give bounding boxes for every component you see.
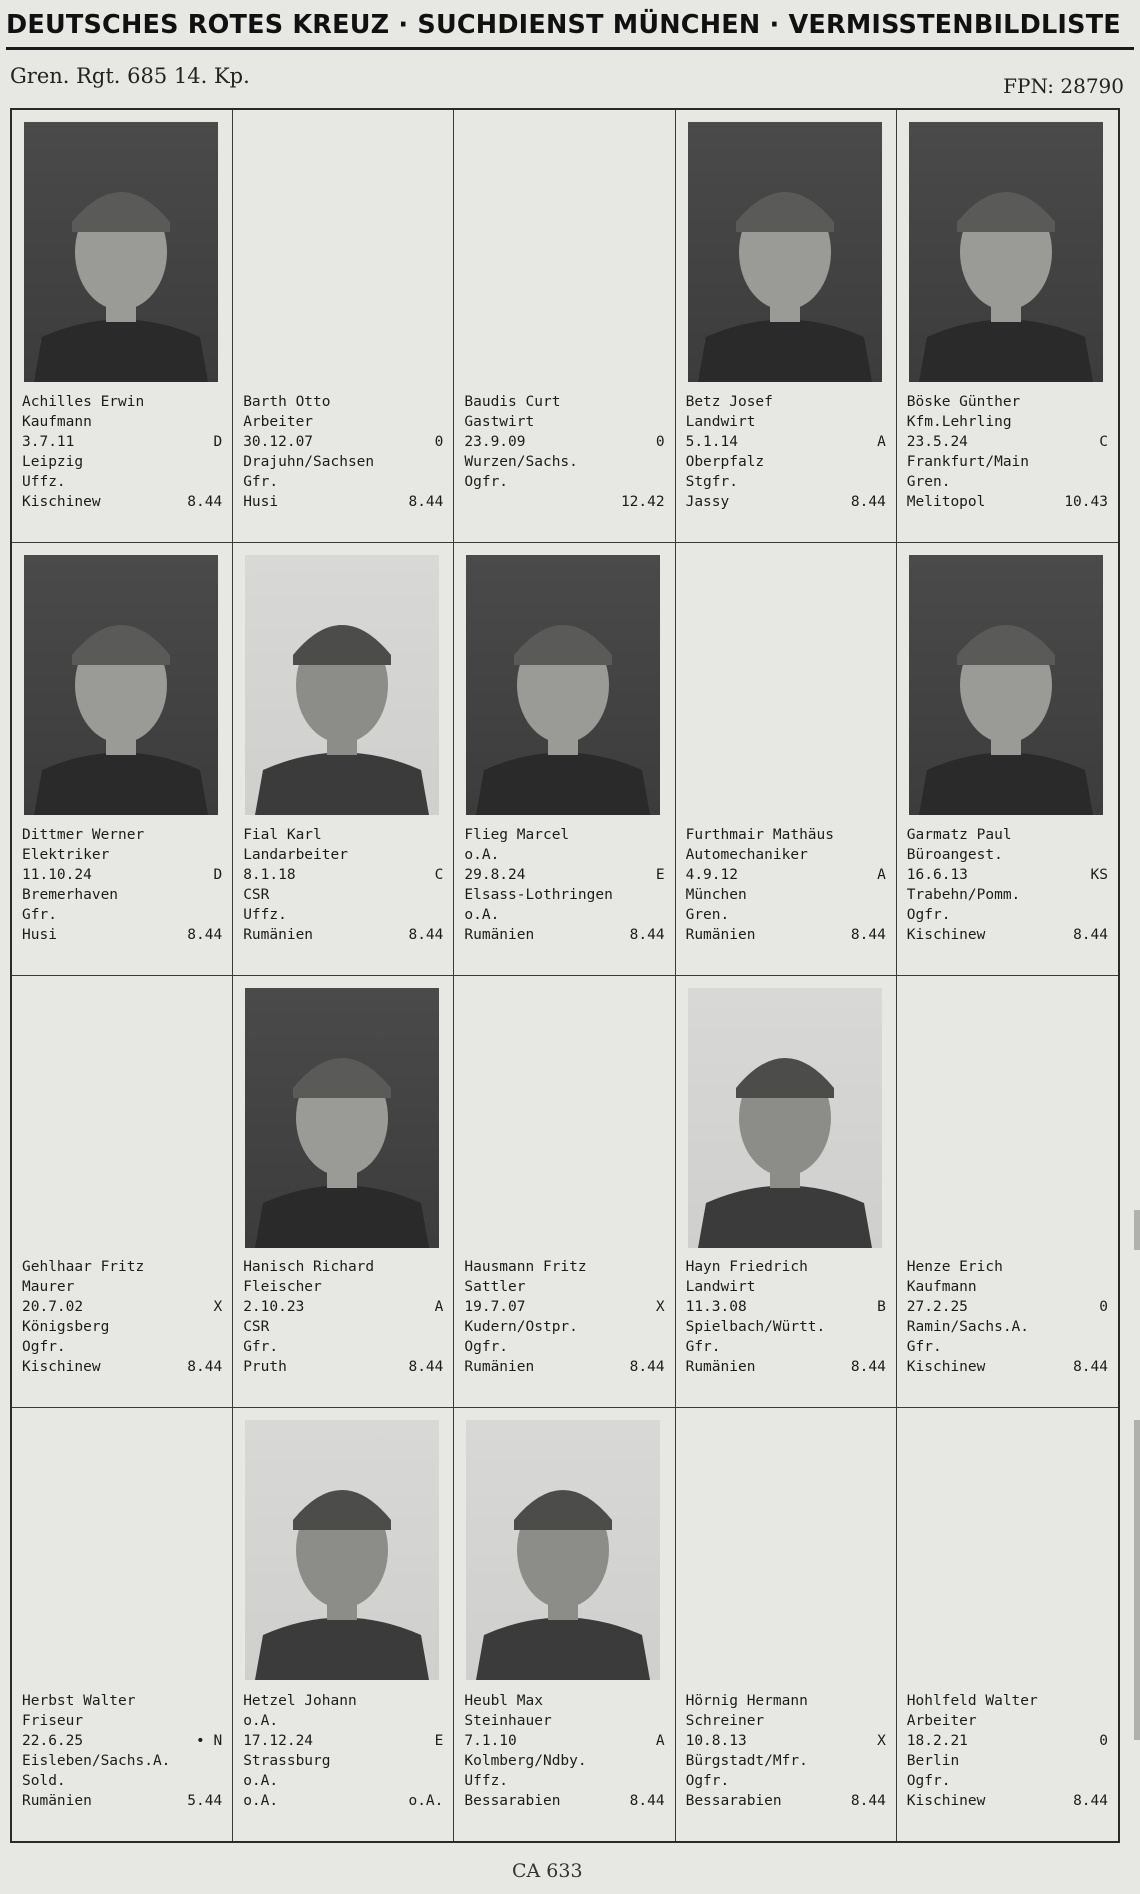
- last-date: 12.42: [620, 493, 665, 510]
- person-name: Heubl Max: [464, 1693, 543, 1709]
- person-name: Hörnig Hermann: [685, 1693, 808, 1709]
- person-name: Furthmair Mathäus: [685, 826, 834, 843]
- person-birthdate: 29.8.24: [464, 866, 526, 883]
- last-date: 8.44: [408, 926, 444, 943]
- person-rank: Gren.: [685, 906, 730, 923]
- person-hometown: CSR: [243, 1319, 270, 1336]
- person-hometown: Bürgstadt/Mfr.: [685, 1753, 808, 1769]
- person-code: 0: [655, 433, 665, 450]
- person-rank: Ogfr.: [906, 906, 951, 923]
- person-rank: Gfr.: [685, 1339, 721, 1356]
- portrait-photo: [466, 555, 660, 815]
- portrait-photo: [909, 555, 1103, 815]
- person-occupation: Kaufmann: [906, 1279, 977, 1296]
- person-code: A: [655, 1733, 665, 1749]
- last-date: 8.44: [629, 926, 665, 943]
- person-birthdate: 20.7.02: [22, 1299, 84, 1316]
- header-divider: [6, 47, 1134, 50]
- person-hometown: Strassburg: [243, 1753, 331, 1769]
- person-hometown: Berlin: [906, 1753, 960, 1769]
- person-info: [686, 825, 886, 945]
- person-name: Betz Josef: [685, 393, 773, 410]
- last-location: Jassy: [685, 493, 730, 510]
- person-name: Böske Günther: [906, 393, 1021, 410]
- person-info: [464, 1691, 664, 1811]
- last-date: 8.44: [1073, 926, 1108, 943]
- person-code: D: [213, 866, 223, 883]
- last-location: Rumänien: [464, 1359, 535, 1376]
- portrait-photo: [24, 555, 218, 815]
- person-card: [897, 976, 1118, 1409]
- person-rank: Ogfr.: [685, 1773, 730, 1789]
- person-card: [454, 976, 675, 1409]
- person-card: [12, 110, 233, 543]
- person-birthdate: 18.2.21: [906, 1733, 968, 1749]
- person-info: [907, 392, 1108, 512]
- last-location: Kischinew: [22, 493, 101, 510]
- portrait-photo: [688, 988, 882, 1248]
- person-code: C: [434, 866, 444, 883]
- person-code: A: [877, 866, 886, 883]
- person-card: [233, 543, 454, 976]
- person-card: [12, 976, 233, 1409]
- person-rank: Uffz.: [464, 1773, 509, 1789]
- person-birthdate: 30.12.07: [243, 433, 314, 450]
- edge-mark: [1134, 1420, 1140, 1740]
- person-info: [22, 1257, 222, 1377]
- person-birthdate: 2.10.23: [243, 1299, 305, 1316]
- person-occupation: Fleischer: [243, 1279, 322, 1296]
- last-location: Kischinew: [906, 1793, 986, 1809]
- portrait-photo: [245, 1420, 439, 1680]
- last-date: 8.44: [408, 493, 444, 510]
- last-location: Melitopol: [906, 493, 986, 510]
- person-code: 0: [1099, 1733, 1108, 1749]
- person-occupation: Arbeiter: [243, 413, 314, 430]
- last-location: Husi: [243, 493, 279, 510]
- person-hometown: Kudern/Ostpr.: [464, 1319, 578, 1336]
- person-occupation: Büroangest.: [906, 846, 1003, 863]
- person-hometown: Frankfurt/Main: [906, 453, 1030, 470]
- portrait-photo: [466, 1420, 660, 1680]
- person-card: [676, 976, 897, 1409]
- last-location: Pruth: [243, 1359, 287, 1376]
- last-location: Rumänien: [22, 1793, 92, 1809]
- person-card: [12, 1408, 233, 1841]
- person-hometown: Oberpfalz: [685, 453, 765, 470]
- portrait-photo: [245, 988, 439, 1248]
- last-location: Husi: [22, 926, 57, 943]
- person-rank: Gfr.: [243, 1339, 279, 1356]
- person-card: [233, 110, 454, 543]
- last-location: Rumänien: [464, 926, 535, 943]
- person-occupation: o.A.: [243, 1713, 279, 1729]
- person-name: Baudis Curt: [464, 393, 561, 410]
- person-info: [243, 825, 443, 945]
- person-name: Flieg Marcel: [464, 826, 570, 843]
- person-occupation: Friseur: [22, 1713, 84, 1729]
- edge-mark: [1134, 1210, 1140, 1250]
- last-date: 8.44: [850, 1793, 886, 1809]
- person-card: [676, 543, 897, 976]
- person-occupation: Automechaniker: [685, 846, 808, 863]
- last-location: Bessarabien: [685, 1793, 782, 1809]
- last-date: 8.44: [187, 926, 223, 943]
- last-date: 8.44: [629, 1359, 665, 1376]
- person-code: X: [655, 1299, 665, 1316]
- page-title: DEUTSCHES ROTES KREUZ · SUCHDIENST MÜNCHEN · VERMISSTENBILDLISTE: [6, 10, 1121, 40]
- person-birthdate: 19.7.07: [464, 1299, 526, 1316]
- person-code: A: [434, 1299, 444, 1316]
- person-code: B: [877, 1299, 886, 1316]
- last-location: Kischinew: [906, 926, 986, 943]
- person-hometown: Trabehn/Pomm.: [906, 886, 1021, 903]
- person-name: Hohlfeld Walter: [906, 1693, 1038, 1709]
- person-hometown: Drajuhn/Sachsen: [243, 453, 375, 470]
- person-occupation: Elektriker: [22, 846, 110, 863]
- person-card: [12, 543, 233, 976]
- person-info: [907, 1257, 1108, 1377]
- person-birthdate: 11.10.24: [22, 866, 92, 883]
- person-code: 0: [434, 433, 444, 450]
- person-info: [22, 392, 222, 512]
- person-occupation: Kaufmann: [22, 413, 92, 430]
- last-date: 8.44: [629, 1793, 665, 1809]
- person-code: X: [213, 1299, 223, 1316]
- person-rank: Ogfr.: [464, 473, 509, 490]
- person-occupation: Maurer: [22, 1279, 75, 1296]
- person-card: [454, 110, 675, 543]
- person-birthdate: 5.1.14: [685, 433, 738, 450]
- person-info: [22, 825, 222, 945]
- last-date: 8.44: [187, 493, 223, 510]
- last-date: 8.44: [1073, 1359, 1108, 1376]
- person-birthdate: 11.3.08: [685, 1299, 747, 1316]
- person-card: [897, 543, 1118, 976]
- person-info: [907, 825, 1108, 945]
- person-hometown: Elsass-Lothringen: [464, 886, 613, 903]
- last-location: Kischinew: [906, 1359, 986, 1376]
- person-name: Hetzel Johann: [243, 1693, 357, 1709]
- person-hometown: München: [685, 886, 747, 903]
- person-info: [686, 1257, 886, 1377]
- person-hometown: Ramin/Sachs.A.: [906, 1319, 1030, 1336]
- person-name: Hausmann Fritz: [464, 1259, 587, 1276]
- person-birthdate: 8.1.18: [243, 866, 296, 883]
- person-hometown: Königsberg: [22, 1319, 110, 1336]
- person-info: [686, 1691, 886, 1811]
- person-info: [464, 1257, 664, 1377]
- last-location: Kischinew: [22, 1359, 101, 1376]
- last-location: Rumänien: [243, 926, 314, 943]
- last-date: 8.44: [850, 493, 886, 510]
- last-date: 8.44: [850, 1359, 886, 1376]
- person-birthdate: 27.2.25: [906, 1299, 968, 1316]
- person-occupation: Landwirt: [685, 1279, 756, 1296]
- person-name: Hanisch Richard: [243, 1259, 375, 1276]
- person-rank: Gren.: [906, 473, 951, 490]
- person-card: [676, 110, 897, 543]
- last-location: Rumänien: [685, 1359, 756, 1376]
- person-rank: Gfr.: [906, 1339, 942, 1356]
- person-info: [243, 1257, 443, 1377]
- person-info: [907, 1691, 1108, 1811]
- last-date: 8.44: [850, 926, 886, 943]
- person-name: Fial Karl: [243, 826, 322, 843]
- person-info: [22, 1691, 222, 1811]
- person-code: D: [213, 433, 223, 450]
- person-rank: o.A.: [464, 906, 500, 923]
- person-occupation: Steinhauer: [464, 1713, 552, 1729]
- person-name: Garmatz Paul: [906, 826, 1012, 843]
- person-info: [243, 1691, 443, 1811]
- person-code: • N: [195, 1733, 223, 1749]
- document-code: CA 633: [512, 1860, 583, 1882]
- person-code: C: [1099, 433, 1108, 450]
- person-birthdate: 23.9.09: [464, 433, 526, 450]
- person-birthdate: 22.6.25: [22, 1733, 84, 1749]
- person-hometown: Kolmberg/Ndby.: [464, 1753, 587, 1769]
- person-occupation: Gastwirt: [464, 413, 535, 430]
- last-date: 8.44: [408, 1359, 444, 1376]
- person-rank: Uffz.: [243, 906, 287, 923]
- person-rank: Ogfr.: [464, 1339, 509, 1356]
- last-location: o.A.: [243, 1793, 279, 1809]
- last-date: o.A.: [408, 1793, 444, 1809]
- person-rank: Uffz.: [22, 473, 66, 490]
- person-occupation: Landarbeiter: [243, 846, 348, 863]
- person-occupation: Landwirt: [685, 413, 756, 430]
- last-location: Rumänien: [685, 926, 756, 943]
- person-hometown: Leipzig: [22, 453, 84, 470]
- person-hometown: Eisleben/Sachs.A.: [22, 1753, 171, 1769]
- person-rank: Ogfr.: [906, 1773, 951, 1789]
- person-code: X: [877, 1733, 886, 1749]
- person-rank: Stgfr.: [685, 473, 738, 490]
- portrait-photo: [909, 122, 1103, 382]
- person-name: Herbst Walter: [22, 1693, 136, 1709]
- person-card: [454, 543, 675, 976]
- last-date: 8.44: [187, 1359, 223, 1376]
- person-rank: Sold.: [22, 1773, 66, 1789]
- person-rank: Gfr.: [243, 473, 279, 490]
- person-code: A: [877, 433, 886, 450]
- person-name: Henze Erich: [906, 1259, 1003, 1276]
- person-birthdate: 23.5.24: [906, 433, 968, 450]
- person-card: [897, 110, 1118, 543]
- person-hometown: CSR: [243, 886, 270, 903]
- portrait-photo: [24, 122, 218, 382]
- person-birthdate: 17.12.24: [243, 1733, 314, 1749]
- person-grid: [10, 108, 1120, 1843]
- person-rank: Gfr.: [22, 906, 57, 923]
- person-hometown: Bremerhaven: [22, 886, 119, 903]
- person-info: [464, 825, 664, 945]
- person-name: Achilles Erwin: [22, 393, 145, 410]
- person-card: [233, 1408, 454, 1841]
- person-info: [464, 392, 664, 512]
- person-name: Barth Otto: [243, 393, 331, 410]
- person-occupation: Schreiner: [685, 1713, 765, 1729]
- last-date: 5.44: [187, 1793, 223, 1809]
- last-date: 8.44: [1073, 1793, 1108, 1809]
- person-birthdate: 3.7.11: [22, 433, 75, 450]
- person-code: KS: [1090, 866, 1108, 883]
- person-occupation: o.A.: [464, 846, 500, 863]
- field-post-number: FPN: 28790: [1003, 74, 1124, 98]
- person-occupation: Sattler: [464, 1279, 526, 1296]
- person-birthdate: 10.8.13: [685, 1733, 747, 1749]
- person-info: [686, 392, 886, 512]
- person-rank: Ogfr.: [22, 1339, 66, 1356]
- person-code: E: [434, 1733, 444, 1749]
- person-name: Dittmer Werner: [22, 826, 145, 843]
- person-occupation: Arbeiter: [906, 1713, 977, 1729]
- person-birthdate: 4.9.12: [685, 866, 738, 883]
- person-card: [897, 1408, 1118, 1841]
- person-hometown: Spielbach/Württ.: [685, 1319, 826, 1336]
- last-location: Bessarabien: [464, 1793, 561, 1809]
- last-date: 10.43: [1064, 493, 1108, 510]
- person-hometown: Wurzen/Sachs.: [464, 453, 578, 470]
- person-code: E: [655, 866, 665, 883]
- person-rank: o.A.: [243, 1773, 279, 1789]
- person-birthdate: 16.6.13: [906, 866, 968, 883]
- person-card: [454, 1408, 675, 1841]
- unit-label: Gren. Rgt. 685 14. Kp.: [10, 64, 250, 88]
- portrait-photo: [245, 555, 439, 815]
- person-birthdate: 7.1.10: [464, 1733, 517, 1749]
- person-occupation: Kfm.Lehrling: [906, 413, 1012, 430]
- portrait-photo: [688, 122, 882, 382]
- person-code: 0: [1099, 1299, 1108, 1316]
- person-name: Gehlhaar Fritz: [22, 1259, 145, 1276]
- person-name: Hayn Friedrich: [685, 1259, 808, 1276]
- person-info: [243, 392, 443, 512]
- person-card: [233, 976, 454, 1409]
- person-card: [676, 1408, 897, 1841]
